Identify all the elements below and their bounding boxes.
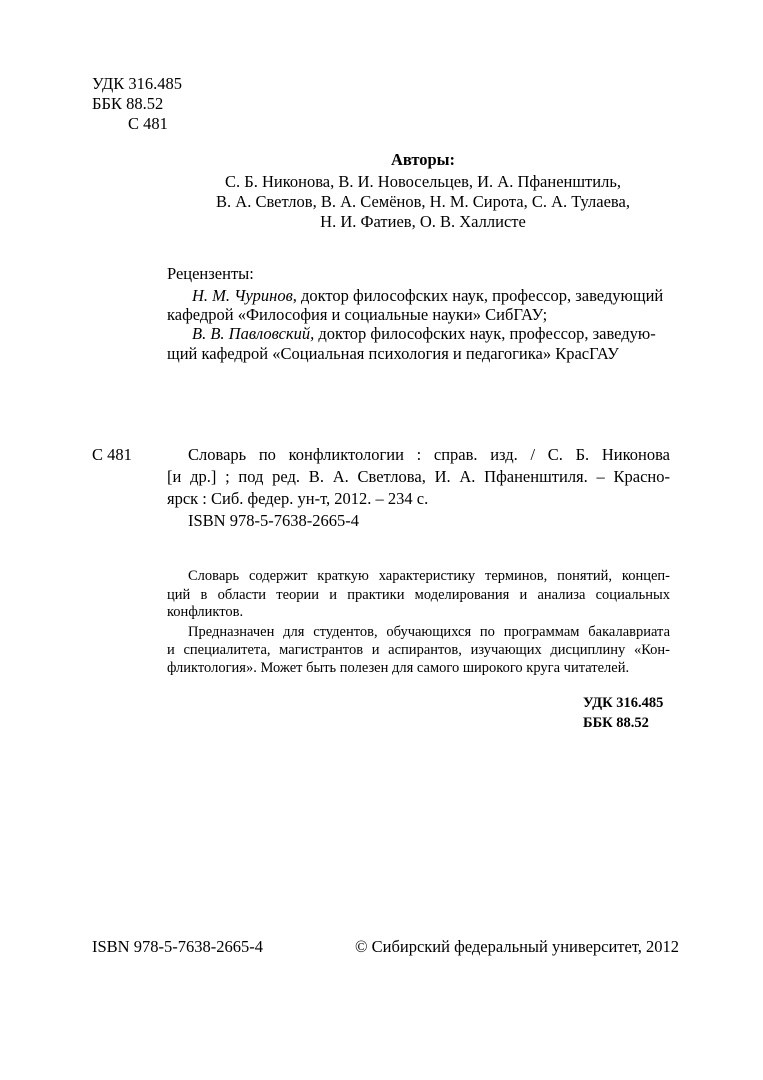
footer-copyright: © Сибирский федеральный университет, 2012 — [355, 937, 680, 956]
catalog-line: Словарь по конфликтологии : справ. изд. / С. Б. Никонова — [188, 445, 670, 464]
reviewer-2-line-1 — [192, 323, 670, 344]
annotation-bbk-code: ББК 88.52 — [583, 715, 649, 731]
reviewers-heading: Рецензенты: — [167, 264, 254, 283]
authors-line: В. А. Светлов, В. А. Семёнов, Н. М. Сирота, С. А. Тулаева, — [216, 192, 630, 211]
footer-isbn: ISBN 978-5-7638-2665-4 — [92, 937, 263, 956]
reviewer-1-title: , доктор философских наук, профессор, заведующий — [292, 286, 664, 305]
bbk-code: ББК 88.52 — [92, 94, 164, 113]
reviewer-2-title: доктор философских наук, профессор, заведую- — [314, 324, 656, 343]
reviewer-1-line-2: кафедрой «Философия и социальные науки» СибГАУ; — [167, 305, 548, 324]
annotation-line: и специалитета, магистрантов и аспирантов, изучающих дисциплину «Кон- — [167, 642, 670, 658]
catalog-line: ярск : Сиб. федер. ун-т, 2012. – 234 с. — [167, 489, 429, 508]
authors-line: Н. И. Фатиев, О. В. Халлисте — [320, 212, 526, 231]
reviewer-1-line-1 — [192, 285, 670, 306]
annotation-line: ций в области теории и практики моделирования и анализа социальных — [167, 587, 670, 603]
annotation-line: конфликтов. — [167, 604, 244, 620]
reviewer-2-line-2: щий кафедрой «Социальная психология и педагогика» КрасГАУ — [167, 344, 619, 363]
udk-code: УДК 316.485 — [92, 74, 183, 93]
author-sign: С 481 — [128, 114, 168, 133]
reviewer-1-name: Н. М. Чуринов — [192, 286, 293, 305]
annotation-udk-code: УДК 316.485 — [583, 695, 664, 711]
annotation-line: фликтология». Может быть полезен для самого широкого круга читателей. — [167, 660, 630, 676]
authors-heading: Авторы: — [390, 150, 456, 169]
catalog-line: [и др.] ; под ред. В. А. Светлова, И. А. Пфаненштиля. – Красно- — [167, 467, 670, 486]
catalog-isbn: ISBN 978-5-7638-2665-4 — [188, 511, 359, 530]
annotation-line: Словарь содержит краткую характеристику терминов, понятий, концеп- — [188, 568, 670, 584]
annotation-line: Предназначен для студентов, обучающихся по программам бакалавриата — [188, 624, 670, 640]
catalog-code: С 481 — [92, 445, 132, 464]
authors-line: С. Б. Никонова, В. И. Новосельцев, И. А. Пфаненштиль, — [225, 172, 621, 191]
reviewer-2-name: В. В. Павловский, — [192, 324, 315, 343]
